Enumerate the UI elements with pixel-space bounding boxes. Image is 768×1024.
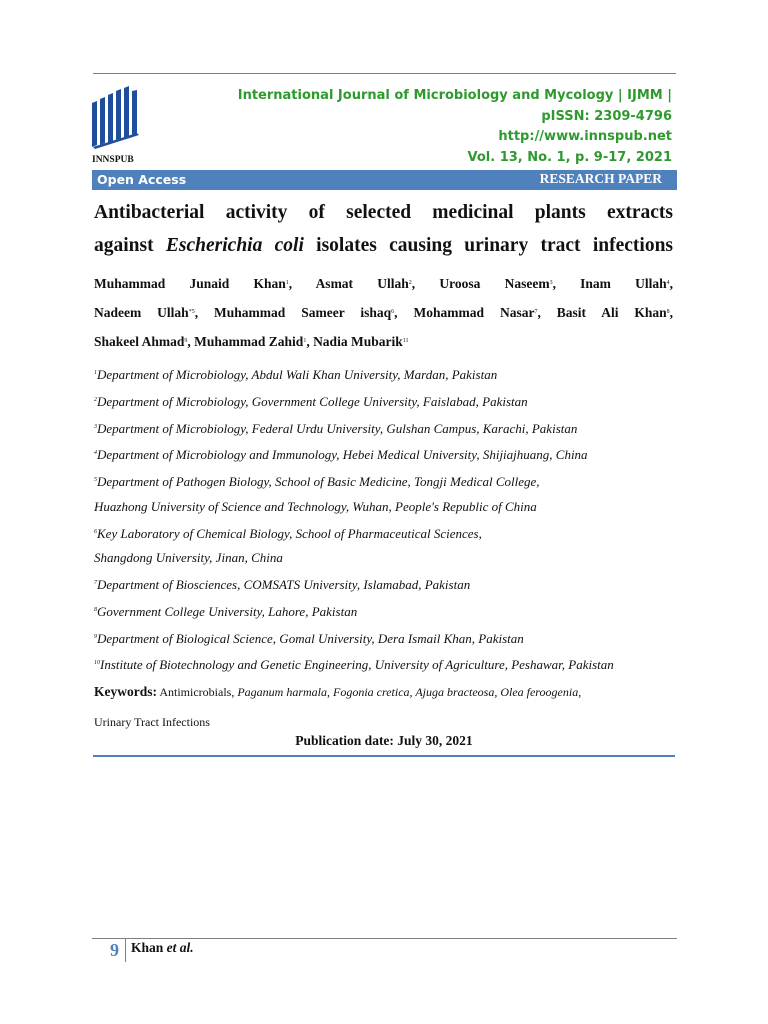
affiliation-number: 4 [94,450,97,457]
affiliation-item [94,388,684,415]
publication-date: Publication date: July 30, 2021 [295,733,473,748]
keywords-line-1 [94,677,679,707]
author-name: Shakeel Ahmad [94,334,185,349]
author-separator: , [552,276,581,291]
page-number: 9 [110,940,119,960]
author-affiliation-mark: 6 [391,309,395,315]
keywords-block [94,677,679,737]
author-affiliation-mark: *5 [188,309,195,315]
author-separator: , [669,305,674,320]
keywords-text: Antimicrobials, [159,685,238,699]
affiliation-text: Department of Pathogen Biology, School of Basic Medicine, Tongji Medical College, [97,474,540,489]
access-bar [92,170,677,190]
book-stack-icon [92,85,152,165]
header-top-rule [93,73,676,74]
author-name: Muhammad Junaid Khan [94,276,286,291]
affiliation-item [94,546,684,571]
author-affiliation-mark: 1 [285,280,289,286]
author-line [94,298,673,327]
author-separator: , [537,305,557,320]
author-name: Asmat Ullah [315,276,409,291]
affiliation-item [94,441,684,468]
author-name: Nadeem Ullah [94,305,189,320]
keywords-line-2: Urinary Tract Infections [94,715,210,729]
author-affiliation-mark: 3 [549,280,553,286]
author-name: Mohammad Nasar [413,305,535,320]
affiliation-item [94,598,684,625]
affiliation-list [94,361,684,678]
affiliation-text: Department of Microbiology, Abdul Wali Khan University, Mardan, Pakistan [97,367,498,382]
author-separator: , [411,276,440,291]
footer-et-al: et al. [166,940,194,955]
affiliation-number: 2 [94,396,97,403]
keywords-italic: Paganum harmala, Fogonia cretica, Ajuga bracteosa, Olea feroogenia, [237,685,582,699]
author-name: Uroosa Naseem [439,276,550,291]
paper-type-label: RESEARCH PAPER [539,171,662,186]
affiliation-text: Department of Microbiology, Government College University, Faislabad, Pakistan [97,393,528,409]
affiliation-number: 10 [94,660,100,667]
title-line-1: Antibacterial activity of selected medicinal plants extracts [94,202,673,223]
author-affiliation-mark: 4 [666,280,670,286]
author-affiliation-mark: 11 [402,338,409,344]
title-text: against [94,235,166,256]
open-access-label: Open Access [97,172,187,187]
author-name: Nadia Mubarik [313,334,403,349]
affiliation-text: Huazhong University of Science and Technology, Wuhan, People's Republic of China [94,498,537,514]
journal-name: International Journal of Microbiology and Mycology | IJMM | [237,88,672,103]
title-line-2 [94,229,673,262]
affiliation-number: 5 [94,477,97,483]
affiliation-item [94,520,684,547]
author-separator: , [187,334,195,349]
affiliation-number: 9 [94,633,97,640]
affiliation-text: Department of Biological Science, Gomal University, Dera Ismail Khan, Pakistan [97,630,524,646]
author-separator: , [394,305,414,320]
affiliation-text: Government College University, Lahore, Pakistan [97,603,358,619]
affiliation-text: Key Laboratory of Chemical Biology, School of Pharmaceutical Sciences, [97,525,482,541]
footer-rule [92,938,677,939]
author-separator: , [306,334,314,349]
footer-author [131,940,194,956]
affiliation-item [94,571,684,598]
svg-text:INNSPUB: INNSPUB [92,155,134,165]
footer-separator [125,938,126,962]
journal-volume: Vol. 13, No. 1, p. 9-17, 2021 [467,149,672,165]
author-separator: , [194,305,215,320]
affiliation-number: 6 [94,528,97,535]
footer-author-name: Khan [131,940,164,955]
affiliation-text: Department of Microbiology and Immunology, Hebei Medical University, Shijiajhuang, China [97,447,588,463]
paper-title [94,196,673,262]
affiliation-item [94,415,684,442]
affiliation-text: Department of Biosciences, COMSATS University, Islamabad, Pakistan [97,577,471,592]
author-affiliation-mark: 9 [184,338,188,344]
title-text: isolates causing urinary tract infections [303,235,673,256]
author-name: Basit Ali Khan [556,305,667,320]
affiliation-number: 3 [94,423,97,430]
affiliation-text: Shangdong University, Jinan, China [94,550,283,566]
author-affiliation-mark: 8 [666,309,670,315]
affiliation-item [94,361,684,388]
author-name: Muhammad Zahid [194,334,304,349]
header-bottom-rule [93,755,675,757]
journal-info [238,86,672,168]
author-affiliation-mark: 7 [534,309,538,315]
affiliation-item [94,651,684,678]
journal-issn: pISSN: 2309-4796 [541,108,672,124]
affiliation-item [94,468,684,495]
affiliation-item [94,495,684,520]
affiliation-number: 8 [94,606,97,613]
affiliation-item [94,625,684,652]
author-line [94,269,673,298]
journal-url[interactable]: http://www.innspub.net [498,129,672,144]
affiliation-number: 1 [94,370,97,376]
author-name: Muhammad Sameer ishaq [214,305,392,320]
affiliation-text: Institute of Biotechnology and Genetic Engineering, University of Agriculture, Peshawar, Pakistan [100,657,614,673]
affiliation-number: 7 [94,580,97,586]
title-species: Escherichia coli [165,235,304,256]
keywords-label: Keywords: [94,684,157,699]
author-affiliation-mark: 1 [303,338,307,344]
author-affiliation-mark: 2 [408,280,412,286]
author-separator: , [669,276,674,291]
affiliation-text: Department of Microbiology, Federal Urdu University, Gulshan Campus, Karachi, Pakistan [97,420,578,436]
author-separator: , [288,276,316,291]
author-name: Inam Ullah [580,276,667,291]
innspub-logo [92,85,152,165]
author-line [94,327,673,356]
author-list [94,269,673,356]
